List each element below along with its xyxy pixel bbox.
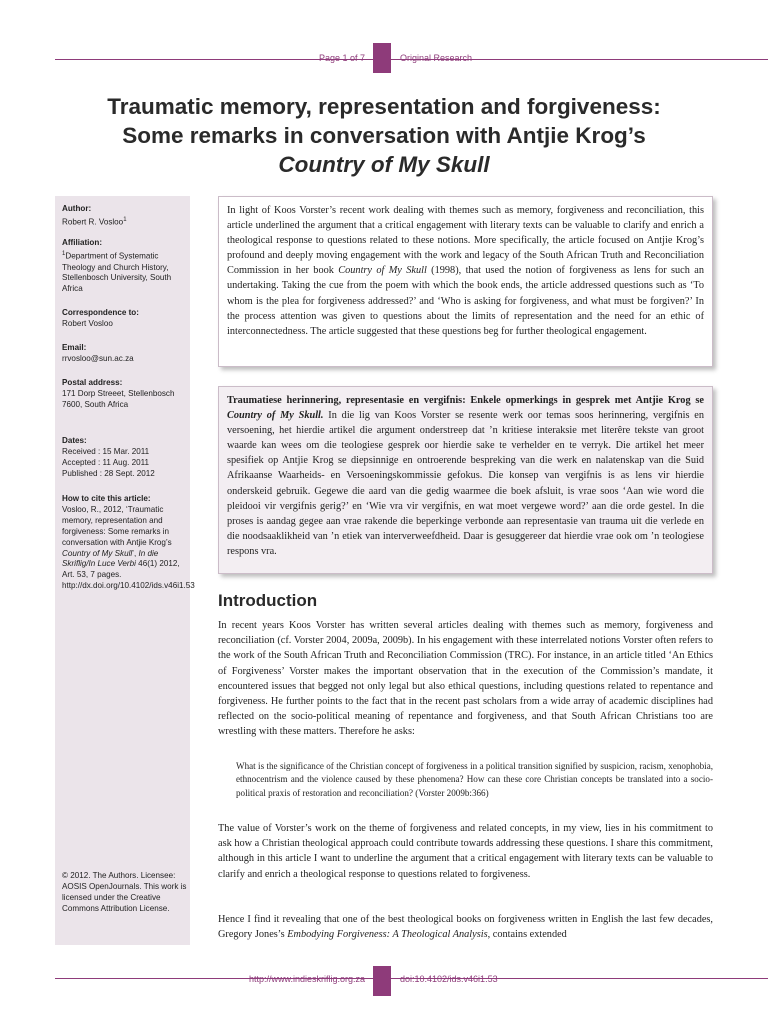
license-text: © 2012. The Authors. Licensee: AOSIS OpenJournals. This work is licensed under the Creative Commons Attribution License. xyxy=(62,871,187,913)
date-accepted: Accepted : 11 Aug. 2011 xyxy=(62,457,149,467)
page-number: Page 1 of 7 xyxy=(318,53,365,63)
intro-paragraph-3 xyxy=(218,912,713,942)
introduction-heading: Introduction xyxy=(218,591,318,610)
title-line-2: Some remarks in conversation with Antjie Krog’s xyxy=(122,123,646,148)
intro-paragraph-2: The value of Vorster’s work on the theme of forgiveness and related concepts, in my view, lies in his commitment to ask how a Christian theological approach could contribute towards addressing these questions. I share this commitment, although in this article I want to underline the argument that a critical engagement with literary texts can be valuable to clarify and enrich a theological response to questions related to forgiveness. xyxy=(218,823,713,880)
date-published: Published : 28 Sept. 2012 xyxy=(62,468,155,478)
footer-accent-block xyxy=(373,966,391,996)
date-received: Received : 15 Mar. 2011 xyxy=(62,446,150,456)
correspondence-block xyxy=(62,308,190,330)
email-link[interactable]: rrvosloo@sun.ac.za xyxy=(62,353,134,363)
citation-block xyxy=(62,494,195,592)
cite-journal: In die Skriflig/In Luce Verbi xyxy=(62,548,159,569)
license-block xyxy=(62,871,190,915)
email-label: Email: xyxy=(62,343,87,352)
abstract-en-part-2: (1998), that used the notion of forgiveness as lens for such an undertaking. Taking the cue from the poem with which the book ends, the article addressed questions such as ‘To whom is the plea for forgiveness addressed?’ and ‘Who is asking for forgiveness, and what must be forgiven?’ In the process attention was given to questions about the limits of representation and the need for an ethic of interconnectedness. The article suggested that these questions beg for further theological engagement. xyxy=(227,265,704,337)
para3-part-2: , contains extended xyxy=(487,929,567,941)
doi-link[interactable]: doi:10.4102/ids.v46i1.53 xyxy=(400,974,498,984)
postal-block xyxy=(62,378,190,411)
affiliation-sup: 1 xyxy=(62,250,66,257)
author-name: Robert R. Vosloo xyxy=(62,217,124,227)
article-type: Original Research xyxy=(400,53,473,63)
abstract-af-title: Traumatiese herinnering, representasie en vergifnis: Enkele opmerkings in gesprek met Antjie Krog se xyxy=(227,395,704,406)
cite-book: Country of My Skull xyxy=(62,548,133,558)
cite-part-3[interactable]: 46(1) 2012, Art. 53, 7 pages. http://dx.doi.org/10.4102/ids.v46i1.53 xyxy=(62,559,195,591)
abstract-english xyxy=(218,196,713,367)
abstract-af-body: In die lig van Koos Vorster se resente werk oor temas soos herinnering, vergifnis en versoening, het hierdie artikel die argument onderstreep dat ’n kritiese interaksie met literêre tekste van groot waarde kan wees om die teologiese gesprek oor hierdie sake te verhelder en te verryk. Die artikel het meer spesifiek op Antjie Krog se diepsinnige en ontroerende bespreking van die werk en nalatenskap van die Suid Afrikaanse Waarheids- en Versoeningskommissie gefokus. Die konsep van vergifnis is as lens vir hierdie onderskeid gebruik. Gegewe die aard van die gedig waarmee die boek afsluit, is vrae soos ‘Aan wie word die pleidooi vir vergifnis gerig?’ en ‘Wie vra vir vergifnis, en wat moet vergewe word?’ aan die orde gestel. In die proses is aandag gegee aan vrae rakende die beperkinge verbonde aan representasie van trauma uit die verlede en die noodsaaklikheid van ’n etiek van interverweefdheid. Daar is gesuggereer dat hierdie vrae ook om ’n teologiese respons vra. xyxy=(227,410,704,557)
header-accent-block xyxy=(373,43,391,73)
title-line-3: Country of My Skull xyxy=(278,152,490,177)
cite-label: How to cite this article: xyxy=(62,494,151,503)
para3-book: Embodying Forgiveness: A Theological Analysis xyxy=(287,929,488,941)
intro-paragraph-1: In recent years Koos Vorster has written several articles dealing with themes such as memory, forgiveness and reconciliation (cf. Vorster 2004, 2009a, 2009b). In his engagement with these interrelated notions Vorster often refers to the work of the South African Truth and Reconciliation Commission (TRC). For instance, in an article titled ‘An Ethics of Forgiveness’ Vorster makes the important observation that in the execution of the Commission’s mandate, it encountered issues that begged not only legal but also ethical questions, including questions related to repentance and forgiveness. He further points to the fact that in the recent past scholars from a wide array of academic disciplines had reflected on the socio-political meaning of repentance and forgiveness, and that South African Christians too are wrestling with these matters. Therefore he asks: xyxy=(218,620,713,738)
journal-url-link[interactable]: http://www.indieskriflig.org.za xyxy=(248,974,365,984)
abstract-en-book: Country of My Skull xyxy=(338,265,427,277)
abstract-en-part-1: In light of Koos Vorster’s recent work dealing with themes such as memory, forgiveness and reconciliation, this article underlined the argument that a critical engagement with literary texts can be valuable to clarify and enrich a theological response to questions related to these notions. More specifically, the article focused on Antjie Krog’s profound and deeply moving engagement with the work and legacy of the South African Truth and Reconciliation Commission in her book xyxy=(227,205,704,277)
cite-part-1: Vosloo, R., 2012, ‘Traumatic memory, representation and forgiveness: Some remarks in conversation with Antjie Krog’s xyxy=(62,504,172,547)
email-block xyxy=(62,343,190,365)
abstract-af-title-book: Country of My Skull. xyxy=(227,410,324,422)
block-quote: What is the significance of the Christian concept of forgiveness in a political transition signified by suspicion, racism, xenophobia, ethnocentrism and the violence caused by these phenomena? How can these core Christian concepts be translated into a socio-political praxis of restoration and reconciliation? (Vorster 2009b:366) xyxy=(236,761,713,798)
title-line-1: Traumatic memory, representation and forgiveness: xyxy=(107,94,661,119)
postal-label: Postal address: xyxy=(62,378,123,387)
affiliation-label: Affiliation: xyxy=(62,238,103,247)
author-block xyxy=(62,204,190,229)
correspondence-label: Correspondence to: xyxy=(62,308,139,317)
author-sup: 1 xyxy=(123,216,127,223)
postal-address: 171 Dorp Streeet, Stellenbosch 7600, South Africa xyxy=(62,388,175,409)
dates-label: Dates: xyxy=(62,436,87,445)
article-title xyxy=(40,92,728,179)
dates-block xyxy=(62,436,190,480)
author-label: Author: xyxy=(62,204,92,213)
para3-part-1: Hence I find it revealing that one of the best theological books on forgiveness written in English the last few decades, Gregory Jones’s xyxy=(218,914,713,941)
correspondence-name: Robert Vosloo xyxy=(62,318,113,328)
affiliation-text: Department of Systematic Theology and Church History, Stellenbosch University, South Africa xyxy=(62,251,172,294)
cite-part-2: ’, xyxy=(132,548,139,558)
affiliation-block xyxy=(62,238,190,295)
abstract-afrikaans xyxy=(218,386,713,574)
